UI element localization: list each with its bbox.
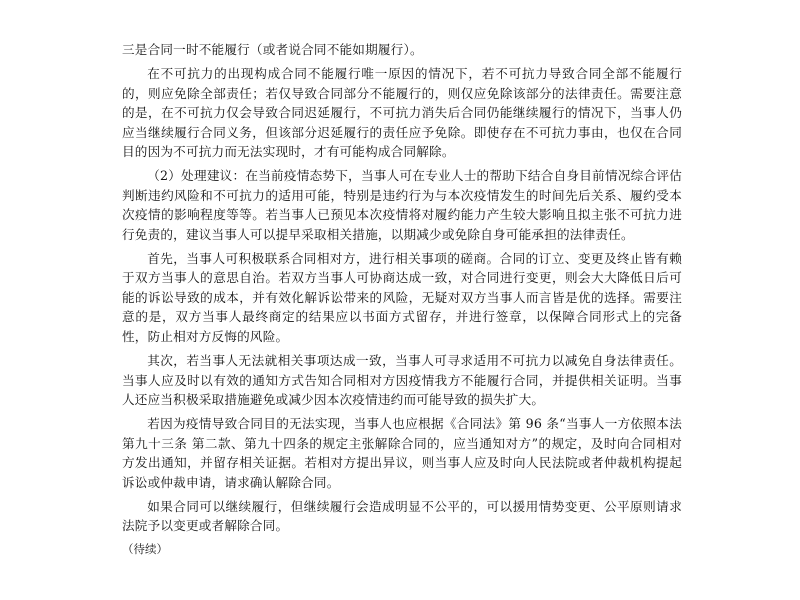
paragraph-7: 如果合同可以继续履行，但继续履行会造成明显不公平的，可以援用情势变更、公平原则请求法院予以变更或者解除合同。 <box>122 498 682 534</box>
paragraph-3: （2）处理建议：在当前疫情态势下，当事人可在专业人士的帮助下结合自身目前情况综合评估判断违约风险和不可抗力的适用可能，特别是违约行为与本次疫情发生的时间先后关系、履约受本次疫情的影响程度等等。若当事人已预见本次疫情将对履约能力产生较大影响且拟主张不可抗力进行免责的，建议当事人可以提早采取相关措施，以期减少或免除自身可能承担的法律责任。 <box>122 168 682 242</box>
paragraph-6: 若因为疫情导致合同目的无法实现，当事人也应根据《合同法》第 96 条“当事人一方依照本法第九十三条 第二款、第九十四条的规定主张解除合同的，应当通知对方”的规定，及时向合同相对方发出通知，并留存相关证据。若相对方提出异议，则当事人应及时向人民法院或者仲裁机构提起诉讼或仲裁申请，请求确认解除合同。 <box>122 416 682 490</box>
paragraph-2: 在不可抗力的出现构成合同不能履行唯一原因的情况下，若不可抗力导致合同全部不能履行的，则应免除全部责任；若仅导致合同部分不能履行的，则仅应免除该部分的法律责任。需要注意的是，在不可抗力仅会导致合同迟延履行，不可抗力消失后合同仍能继续履行的情况下，当事人仍应当继续履行合同义务，但该部分迟延履行的责任应予免除。即使存在不可抗力事由，也仅在合同目的因为不可抗力而无法实现时，才有可能构成合同解除。 <box>122 66 682 160</box>
document-body <box>122 40 682 557</box>
paragraph-5: 其次，若当事人无法就相关事项达成一致，当事人可寻求适用不可抗力以减免自身法律责任。当事人应及时以有效的通知方式告知合同相对方因疫情我方不能履行合同，并提供相关证明。当事人还应当积极采取措施避免或减少因本次疫情违约而可能导致的损失扩大。 <box>122 353 682 407</box>
paragraph-4: 首先，当事人可积极联系合同相对方，进行相关事项的磋商。合同的订立、变更及终止皆有赖于双方当事人的意思自治。若双方当事人可协商达成一致，对合同进行变更，则会大大降低日后可能的诉讼导致的成本，并有效化解诉讼带来的风险，无疑对双方当事人而言皆是优的选择。需要注意的是，双方当事人最终商定的结果应以书面方式留存，并进行签章，以保障合同形式上的完备性，防止相对方反悔的风险。 <box>122 251 682 344</box>
paragraph-1: 三是合同一时不能履行（或者说合同不能如期履行）。 <box>122 42 423 57</box>
continued-label: （待续） <box>122 541 168 556</box>
